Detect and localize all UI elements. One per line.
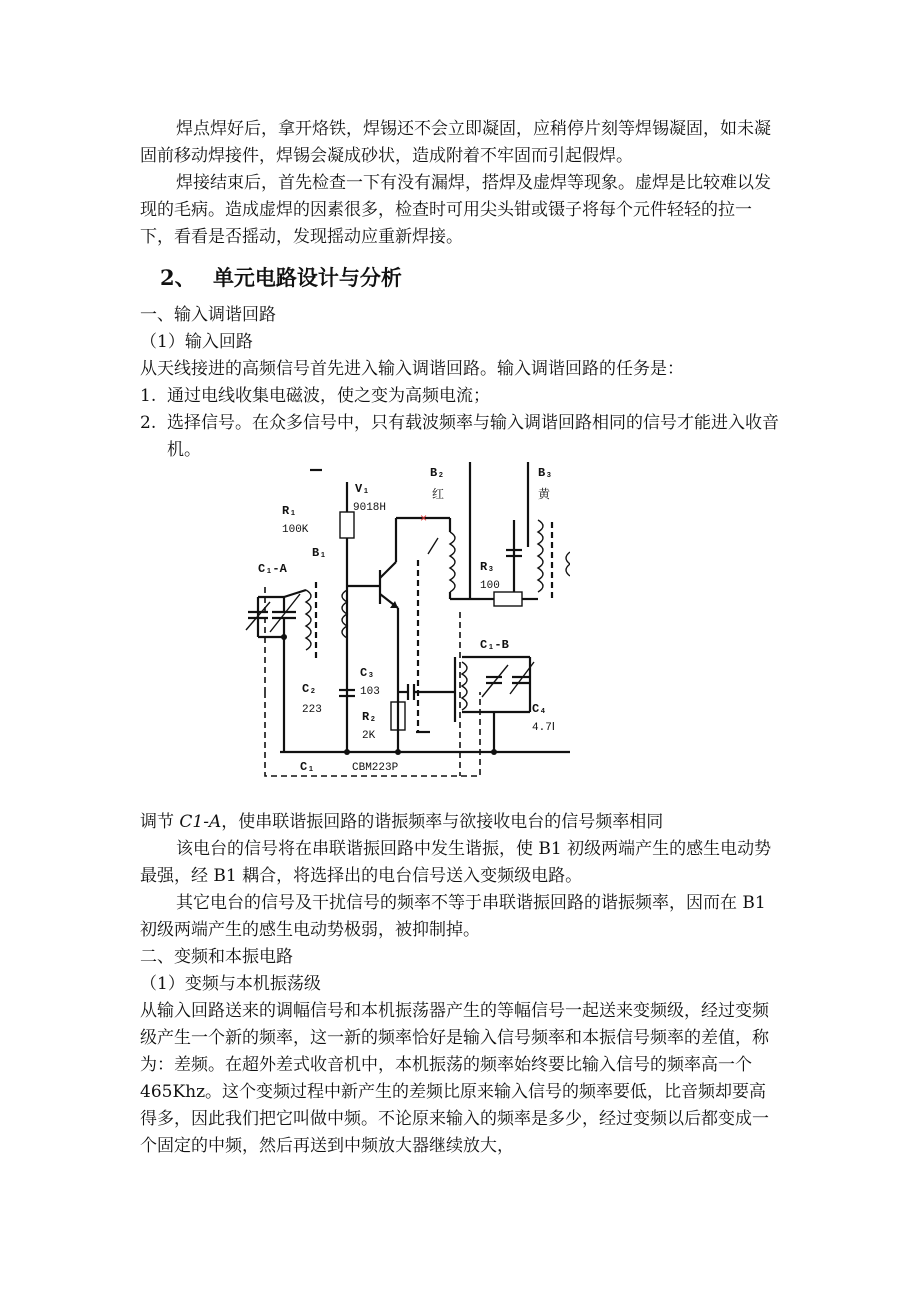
value-c4: 4.7Ⅰ [532,722,556,734]
paragraph-solder-inspection: 焊接结束后，首先检查一下有没有漏焊，搭焊及虚焊等现象。虚焊是比较难以发现的毛病。造成虚焊的因素很多，检查时可用尖头钳或镊子将每个元件轻轻的拉一下，看看是否摇动，发现摇动应重新焊接。 [140,173,771,247]
label-b2-color: 红 [432,487,445,501]
b3-coil-secondary [566,552,570,576]
value-r3: 100 [480,580,500,592]
subitem-input-loop: （1）输入回路 [140,332,253,352]
label-r2: R₂ [362,710,377,724]
b3-coil [538,520,543,592]
value-r1: 100K [282,524,309,536]
label-b2: B₂ [430,466,445,480]
list-item-text: 选择信号。在众多信号中，只有载波频率与输入调谐回路相同的信号才能进入收音机。 [167,413,779,460]
value-v1: 9018H [353,502,387,514]
list-item-text: 通过电线收集电磁波，使之变为高频电流； [167,386,490,406]
label-r3: R₃ [480,560,495,574]
b2-coil [450,532,455,592]
adjust-suffix: ，使串联谐振回路的谐振频率与欲接收电台的信号频率相同 [221,812,664,832]
list-item [140,383,807,410]
list-item-number: 1. [140,386,157,406]
adjust-prefix: 调节 [140,812,180,832]
b1-wire [284,590,306,597]
label-c1: C₁ [300,760,315,774]
b1-coil-primary [306,590,311,650]
value-r2: 2K [362,730,376,742]
adjust-component-ref: C1-A [179,812,222,832]
value-c3: 103 [360,686,380,698]
c1b-variable-arrow [482,665,508,697]
label-c4: C₄ [532,702,547,716]
oscillator-coil [462,662,467,710]
paragraph-resonance: 该电台的信号将在串联谐振回路中发生谐振，使 B1 初级两端产生的感生电动势最强，经 B1 耦合，将选择出的电台信号送入变频级电路。 [140,839,772,886]
paragraph-solder-cooling: 焊点焊好后，拿开烙铁，焊锡还不会立即凝固，应稍停片刻等焊锡凝固，如未凝固前移动焊接件，焊锡会凝成砂状，造成附着不牢固而引起假焊。 [140,119,771,166]
r1-resistor [340,512,354,538]
junction-dot [491,749,497,755]
label-c1b: C₁-B [480,638,509,652]
circuit-diagram [240,462,570,782]
paragraph-mixer-explanation: 从输入回路送来的调幅信号和本机振荡器产生的等幅信号一起送来变频级，经过变频级产生一个新的频率，这一新的频率恰好是输入信号频率和本振信号频率的差值，称为：差频。在超外差式收音机中，本机振荡的频率始终要比输入信号的频率高一个 465Khz。这个变频过程中新产生的差频比原来输入信号的频率要低，比音频却要高得多，因此我们把它叫做中频。不论原来输入的频率是多少，经过变频以后都变成一个固定的中频，然后再送到中频放大器继续放大， [140,1001,769,1156]
label-b3: B₃ [538,466,553,480]
label-b3-color: 黄 [538,487,551,501]
r3-resistor [494,592,522,606]
section-title: 单元电路设计与分析 [212,265,402,290]
subitem-mixer-oscillator: （1）变频与本机振荡级 [140,974,321,994]
junction-dot [395,749,401,755]
junction-dot [281,634,287,640]
paragraph-intro: 从天线接进的高频信号首先进入输入调谐回路。输入调谐回路的任务是： [140,359,684,379]
b2-arrow [428,538,438,554]
value-c2: 223 [302,704,322,716]
label-c1a: C₁-A [258,562,287,576]
label-c3: C₃ [360,666,375,680]
transistor-collector [380,562,396,578]
label-r1: R₁ [282,504,297,518]
paragraph-suppression: 其它电台的信号及干扰信号的频率不等于串联谐振回路的谐振频率，因而在 B1 初级两端产生的感生电动势极弱，被抑制掉。 [140,893,766,940]
junction-dot [344,749,350,755]
list-item-number: 2. [140,413,157,433]
list-item [140,410,807,464]
label-c2: C₂ [302,682,317,696]
subheading-mixer: 二、变频和本振电路 [140,947,293,967]
label-v1: V₁ [355,482,370,496]
value-c1-part: CBM223P [352,762,399,774]
label-b1: B₁ [312,546,327,560]
x-mark: × [420,512,428,526]
subheading-input-tuning: 一、输入调谐回路 [140,305,276,325]
section-heading [160,262,402,292]
section-number: 2、 [160,265,196,290]
paragraph-adjust [140,809,780,836]
